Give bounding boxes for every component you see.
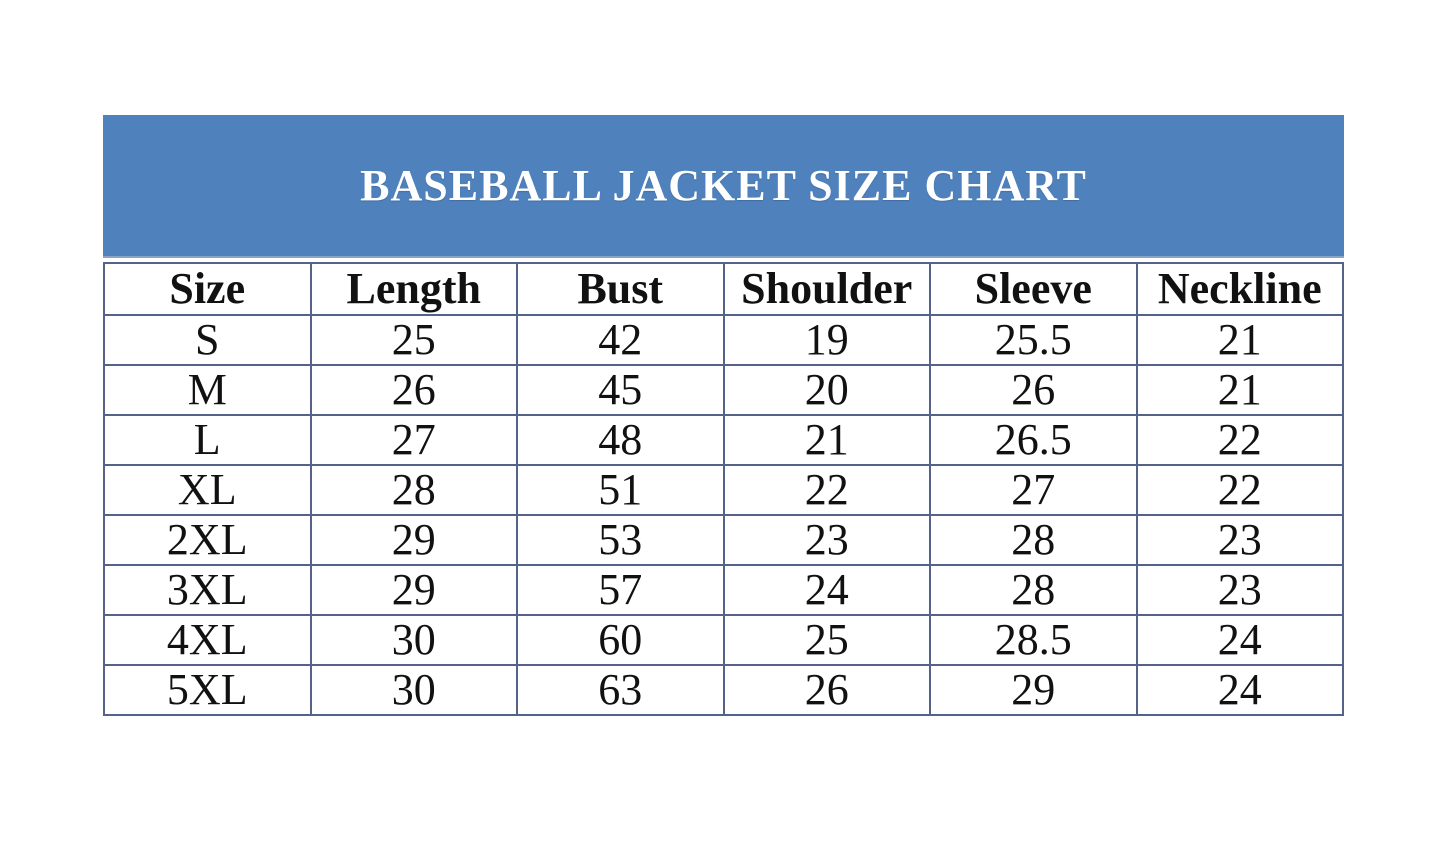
table-row-l bbox=[104, 415, 1343, 465]
table-cell: 26 bbox=[724, 665, 931, 715]
table-cell: 53 bbox=[517, 515, 724, 565]
table-cell: 24 bbox=[1137, 615, 1344, 665]
table-cell: 45 bbox=[517, 365, 724, 415]
table-cell: 21 bbox=[1137, 365, 1344, 415]
size-label: 5XL bbox=[104, 665, 311, 715]
table-cell: 27 bbox=[311, 415, 518, 465]
table-cell: 29 bbox=[930, 665, 1137, 715]
column-header-bust: Bust bbox=[517, 263, 724, 315]
table-cell: 30 bbox=[311, 665, 518, 715]
table-row-5xl bbox=[104, 665, 1343, 715]
size-table bbox=[103, 262, 1344, 716]
size-label: 2XL bbox=[104, 515, 311, 565]
table-cell: 23 bbox=[724, 515, 931, 565]
table-cell: 21 bbox=[724, 415, 931, 465]
chart-title-banner bbox=[103, 115, 1344, 258]
table-cell: 26.5 bbox=[930, 415, 1137, 465]
table-cell: 26 bbox=[930, 365, 1137, 415]
table-cell: 28.5 bbox=[930, 615, 1137, 665]
size-label: L bbox=[104, 415, 311, 465]
table-cell: 19 bbox=[724, 315, 931, 365]
table-cell: 29 bbox=[311, 565, 518, 615]
table-cell: 63 bbox=[517, 665, 724, 715]
table-cell: 22 bbox=[1137, 415, 1344, 465]
table-cell: 28 bbox=[311, 465, 518, 515]
table-row-m bbox=[104, 365, 1343, 415]
column-header-length: Length bbox=[311, 263, 518, 315]
table-cell: 29 bbox=[311, 515, 518, 565]
table-cell: 21 bbox=[1137, 315, 1344, 365]
table-cell: 24 bbox=[724, 565, 931, 615]
table-cell: 60 bbox=[517, 615, 724, 665]
size-table-body bbox=[104, 315, 1343, 715]
table-cell: 48 bbox=[517, 415, 724, 465]
table-cell: 23 bbox=[1137, 515, 1344, 565]
table-cell: 28 bbox=[930, 565, 1137, 615]
table-cell: 24 bbox=[1137, 665, 1344, 715]
table-cell: 42 bbox=[517, 315, 724, 365]
table-row-xl bbox=[104, 465, 1343, 515]
size-label: M bbox=[104, 365, 311, 415]
table-row-3xl bbox=[104, 565, 1343, 615]
table-row-4xl bbox=[104, 615, 1343, 665]
table-cell: 23 bbox=[1137, 565, 1344, 615]
size-label: 4XL bbox=[104, 615, 311, 665]
table-row-s bbox=[104, 315, 1343, 365]
column-header-shoulder: Shoulder bbox=[724, 263, 931, 315]
table-cell: 25 bbox=[311, 315, 518, 365]
table-cell: 26 bbox=[311, 365, 518, 415]
table-cell: 28 bbox=[930, 515, 1137, 565]
page-title: BASEBALL JACKET SIZE CHART bbox=[360, 161, 1087, 210]
table-cell: 27 bbox=[930, 465, 1137, 515]
table-row-2xl bbox=[104, 515, 1343, 565]
size-label: S bbox=[104, 315, 311, 365]
table-cell: 25.5 bbox=[930, 315, 1137, 365]
table-cell: 22 bbox=[1137, 465, 1344, 515]
table-cell: 20 bbox=[724, 365, 931, 415]
table-cell: 30 bbox=[311, 615, 518, 665]
table-cell: 51 bbox=[517, 465, 724, 515]
table-cell: 57 bbox=[517, 565, 724, 615]
size-label: 3XL bbox=[104, 565, 311, 615]
column-header-size: Size bbox=[104, 263, 311, 315]
column-header-sleeve: Sleeve bbox=[930, 263, 1137, 315]
table-cell: 22 bbox=[724, 465, 931, 515]
header-row bbox=[104, 263, 1343, 315]
size-label: XL bbox=[104, 465, 311, 515]
size-chart-block bbox=[103, 115, 1344, 716]
size-table-header bbox=[104, 263, 1343, 315]
column-header-neckline: Neckline bbox=[1137, 263, 1344, 315]
table-cell: 25 bbox=[724, 615, 931, 665]
